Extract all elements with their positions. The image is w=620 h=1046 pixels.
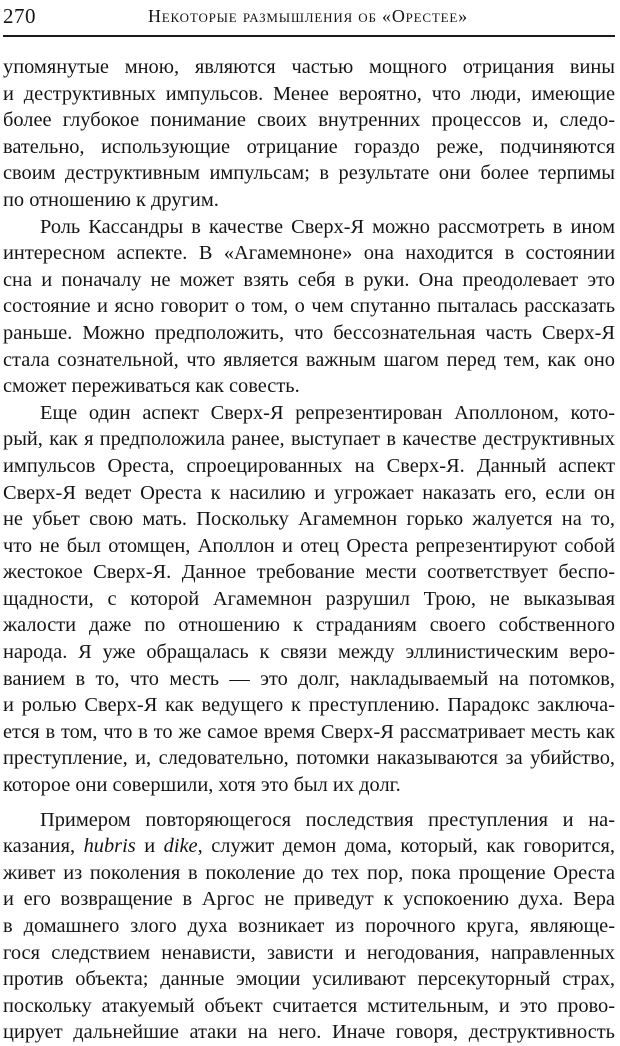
text-line (3, 833, 615, 860)
text-line: раньше. Можно предположить, что бессознательная часть Сверх-Я (3, 321, 615, 344)
text-line: рый, как я предположила ранее, выступает в качестве деструктивных (3, 428, 615, 451)
text-line: что не был отомщен, Аполлон и отец Ореста репрезентируют собой (3, 534, 615, 557)
text-line: и деструктивных импульсов. Менее вероятно, что люди, имеющие (3, 82, 615, 105)
text-line: вательно, использующие отрицание гораздо реже, подчиняются (3, 135, 615, 158)
text-line: ется в том, что в то же самое время Сверх-Я рассматривает месть как (3, 720, 615, 743)
text-line: Еще один аспект Сверх-Я репрезентирован Аполлоном, кото- (40, 401, 615, 424)
body-text (3, 54, 615, 1046)
header-rule (3, 35, 615, 37)
text-line: щадности, с которой Агамемнон разрушил Трою, не выказывая (3, 587, 615, 610)
text-line: упомянутые мною, являются частью мощного отрицания вины (3, 56, 615, 78)
text-line: и его возвращение в Аргос не приведут к успокоению духа. Вера (3, 888, 615, 911)
text-line: поскольку атакуемый объект считается мстительным, и это прово- (3, 994, 615, 1017)
text-line: состояние и ясно говорит о том, о чем спутанно пыталась рассказать (3, 295, 615, 318)
text-run: , служит демон дома, который, как говорится, (197, 835, 615, 858)
text-line: которое они совершили, хотя это был их долг. (3, 774, 401, 797)
text-line: стала сознательной, что является важным шагом перед тем, как оно (3, 348, 615, 371)
page-header (3, 0, 617, 34)
text-line: и ролью Сверх-Я как ведущего к преступлению. Парадокс заключа- (3, 694, 615, 717)
text-line: цирует дальнейшие атаки на него. Иначе говоря, деструктивность (3, 1021, 615, 1044)
text-line: сможет переживаться как совесть. (3, 375, 300, 398)
page-number: 270 (3, 4, 36, 28)
text-line: народа. Я уже обращалась к связи между эллинистическим веро- (3, 641, 615, 664)
running-title: Некоторые размышления об «Орестее» (148, 6, 468, 26)
text-line: гося следствием ненависти, зависти и негодования, направленных (3, 941, 615, 964)
text-line: импульсов Ореста, спроецированных на Сверх-Я. Данный аспект (3, 454, 615, 477)
text-line: преступление, и, следовательно, потомки наказываются за убийство, (3, 747, 615, 770)
italic-term: hubris (83, 835, 136, 858)
text-run: и (135, 835, 164, 858)
text-line: по отношению к другим. (3, 188, 219, 211)
text-line: жалости даже по отношению к страданиям своего собственного (3, 614, 615, 637)
text-line: в домашнего злого духа возникает из порочного круга, являюще- (3, 915, 615, 937)
text-line: сна и поначалу не может взять себя в руки. Она преодолевает это (3, 268, 615, 291)
text-line: Сверх-Я ведет Ореста к насилию и угрожает наказать его, если он (3, 481, 615, 504)
text-line: против объекта; данные эмоции усиливают персекуторный страх, (3, 968, 615, 991)
text-line: ванием в то, что месть — это долг, накладываемый на потомков, (3, 667, 615, 690)
italic-term: dike (163, 835, 198, 858)
paragraph-gap (3, 799, 615, 807)
text-line: Роль Кассандры в качестве Сверх-Я можно рассмотреть в ином (40, 215, 615, 238)
text-run: казания, (3, 835, 84, 858)
text-line: не убьет свою мать. Поскольку Агамемнон горько жалуется на то, (3, 508, 615, 531)
text-line: живет из поколения в поколение до тех пор, пока прощение Ореста (3, 861, 615, 884)
text-line: своим деструктивным импульсам; в результате они более терпимы (3, 162, 615, 185)
text-line: более глубокое понимание своих внутренних процессов и, следо- (3, 109, 615, 132)
text-line: жестокое Сверх-Я. Данное требование мести соответствует беспо- (3, 561, 615, 584)
text-line: интересном аспекте. В «Агамемноне» она находится в состоянии (3, 242, 615, 265)
text-line: Примером повторяющегося последствия преступления и на- (40, 808, 615, 831)
